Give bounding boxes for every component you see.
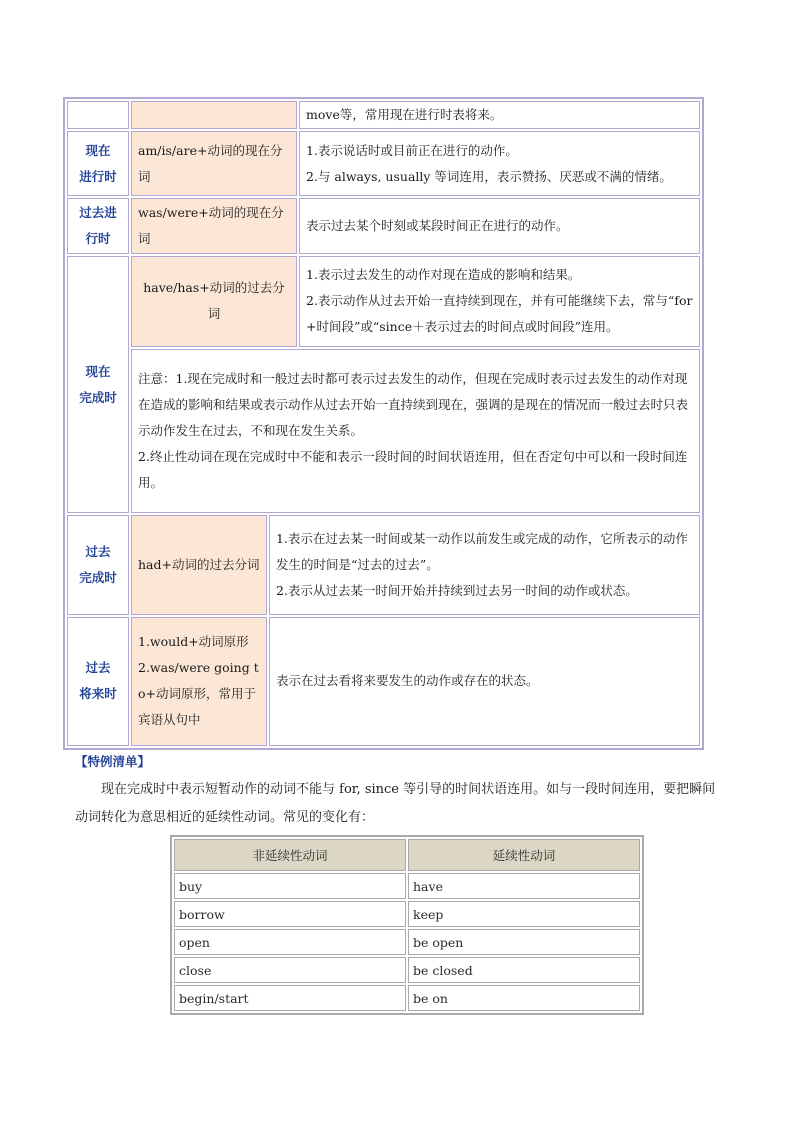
durative-verb: keep xyxy=(408,901,640,927)
table-row xyxy=(174,901,640,927)
table-row xyxy=(174,873,640,899)
usage-line: 2.表示动作从过去开始一直持续到现在，并有可能继续下去，常与“for+时间段”或“since＋表示过去的时间点或时间段”连用。 xyxy=(306,293,693,335)
tense-usage-cell xyxy=(269,515,700,614)
usage-line: 1.表示过去发生的动作对现在造成的影响和结果。 xyxy=(306,267,581,283)
tense-name-cell xyxy=(67,131,129,196)
form-line: 1.would+动词原形 xyxy=(138,634,249,650)
section-title: 【特例清单】 xyxy=(75,754,151,769)
tense-name-line: 过去 xyxy=(85,543,111,559)
tense-name-cell xyxy=(67,256,129,514)
tense-name-line: 现在 xyxy=(85,363,111,379)
table-row xyxy=(174,929,640,955)
tense-name-line: 完成时 xyxy=(79,569,117,585)
tense-form-cell: had+动词的过去分词 xyxy=(131,515,267,614)
header-nondurative: 非延续性动词 xyxy=(174,839,406,871)
tense-name-cell xyxy=(67,617,129,746)
header-durative: 延续性动词 xyxy=(408,839,640,871)
tense-name-line: 进行时 xyxy=(79,168,117,184)
note-line: 注意：1.现在完成时和一般过去时都可表示过去发生的动作，但现在完成时表示过去发生的动作对现在造成的影响和结果或表示动作从过去开始一直持续到现在，强调的是现在的情况而一般过去时只表示动作发生在过去，不和现在发生关系。 xyxy=(138,371,689,439)
tense-usage-cell xyxy=(299,131,700,196)
nondurative-verb: buy xyxy=(174,873,406,899)
tense-row xyxy=(67,198,700,254)
tense-form-cell: am/is/are+动词的现在分词 xyxy=(131,131,297,196)
tense-form-cell: have/has+动词的过去分词 xyxy=(131,256,297,347)
tense-form-cell: was/were+动词的现在分词 xyxy=(131,198,297,254)
tense-name-line: 过去 xyxy=(85,660,111,676)
tense-row xyxy=(67,101,700,129)
tense-name-cell xyxy=(67,515,129,614)
verb-table xyxy=(170,835,644,1015)
tense-form-cell xyxy=(131,101,297,129)
tense-table xyxy=(63,97,704,750)
usage-line: 1.表示说话时或目前正在进行的动作。 xyxy=(306,142,518,158)
tense-name-line: 行时 xyxy=(85,230,111,246)
tense-name-line: 完成时 xyxy=(79,389,117,405)
usage-line: move等，常用现在进行时表将来。 xyxy=(306,107,503,123)
tense-name-cell xyxy=(67,198,129,254)
table-row xyxy=(174,985,640,1011)
tense-name-line: 现在 xyxy=(85,142,111,158)
durative-verb: have xyxy=(408,873,640,899)
verb-table-header xyxy=(174,839,640,871)
tense-row xyxy=(67,617,700,746)
section-paragraph: 现在完成时中表示短暂动作的动词不能与 for, since 等引导的时间状语连用。如与一段时间连用，要把瞬间动词转化为意思相近的延续性动词。常见的变化有： xyxy=(75,782,716,825)
nondurative-verb: open xyxy=(174,929,406,955)
tense-note-row xyxy=(67,349,700,514)
tense-note-cell xyxy=(131,349,700,514)
usage-line: 1.表示在过去某一时间或某一动作以前发生或完成的动作，它所表示的动作发生的时间是“过去的过去”。 xyxy=(276,530,688,572)
tense-usage-cell: 表示过去某个时刻或某段时间正在进行的动作。 xyxy=(299,198,700,254)
tense-row xyxy=(67,131,700,196)
tense-row xyxy=(67,256,700,347)
tense-name-line: 过去进 xyxy=(79,204,117,220)
durative-verb: be closed xyxy=(408,957,640,983)
tense-usage-cell: 表示在过去看将来要发生的动作或存在的状态。 xyxy=(269,617,700,746)
durative-verb: be on xyxy=(408,985,640,1011)
durative-verb: be open xyxy=(408,929,640,955)
nondurative-verb: begin/start xyxy=(174,985,406,1011)
tense-name-line: 将来时 xyxy=(79,686,117,702)
tense-name-cell xyxy=(67,101,129,129)
tense-row xyxy=(67,515,700,614)
tense-form-cell xyxy=(131,617,267,746)
usage-line: 2.表示从过去某一时间开始并持续到过去另一时间的动作或状态。 xyxy=(276,582,638,598)
tense-usage-cell xyxy=(299,256,700,347)
usage-line: 2.与 always, usually 等词连用，表示赞扬、厌恶或不满的情绪。 xyxy=(306,168,672,184)
form-line: 2.was/were going to+动词原形，常用于宾语从句中 xyxy=(138,660,259,728)
nondurative-verb: close xyxy=(174,957,406,983)
nondurative-verb: borrow xyxy=(174,901,406,927)
tense-usage-cell xyxy=(299,101,700,129)
table-row xyxy=(174,957,640,983)
note-line: 2.终止性动词在现在完成时中不能和表示一段时间的时间状语连用，但在否定句中可以和一段时间连用。 xyxy=(138,449,688,491)
